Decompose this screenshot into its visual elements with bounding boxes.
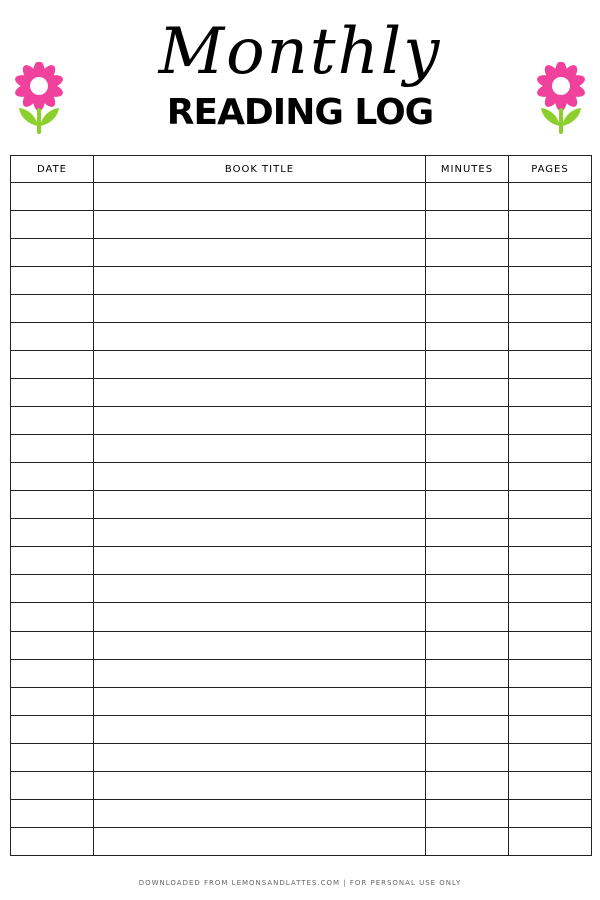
minutes-cell[interactable]	[426, 351, 509, 379]
pages-cell[interactable]	[509, 799, 592, 827]
minutes-cell[interactable]	[426, 771, 509, 799]
table-row	[11, 435, 592, 463]
pages-cell[interactable]	[509, 519, 592, 547]
minutes-cell[interactable]	[426, 211, 509, 239]
title-script: Monthly	[158, 15, 442, 89]
table-row	[11, 379, 592, 407]
date-cell[interactable]	[11, 351, 94, 379]
book-title-cell[interactable]	[94, 799, 426, 827]
pages-cell[interactable]	[509, 603, 592, 631]
book-title-cell[interactable]	[94, 547, 426, 575]
pages-cell[interactable]	[509, 211, 592, 239]
minutes-cell[interactable]	[426, 603, 509, 631]
book-title-cell[interactable]	[94, 323, 426, 351]
date-cell[interactable]	[11, 575, 94, 603]
column-header-pages: PAGES	[509, 156, 592, 183]
pages-cell[interactable]	[509, 435, 592, 463]
minutes-cell[interactable]	[426, 379, 509, 407]
date-cell[interactable]	[11, 771, 94, 799]
reading-log-table	[10, 155, 592, 856]
footer-note: DOWNLOADED FROM LEMONSANDLATTES.COM | FOR PERSONAL USE ONLY	[138, 879, 462, 887]
minutes-cell[interactable]	[426, 799, 509, 827]
column-header-date: DATE	[11, 156, 94, 183]
minutes-cell[interactable]	[426, 267, 509, 295]
minutes-cell[interactable]	[426, 323, 509, 351]
minutes-cell[interactable]	[426, 463, 509, 491]
table-row	[11, 743, 592, 771]
minutes-cell[interactable]	[426, 491, 509, 519]
book-title-cell[interactable]	[94, 743, 426, 771]
pages-cell[interactable]	[509, 183, 592, 211]
date-cell[interactable]	[11, 603, 94, 631]
minutes-cell[interactable]	[426, 519, 509, 547]
page-header	[0, 0, 600, 150]
table-row	[11, 239, 592, 267]
book-title-cell[interactable]	[94, 379, 426, 407]
pages-cell[interactable]	[509, 323, 592, 351]
minutes-cell[interactable]	[426, 239, 509, 267]
table-row	[11, 687, 592, 715]
table-row	[11, 351, 592, 379]
table-row	[11, 267, 592, 295]
column-header-minutes: MINUTES	[426, 156, 509, 183]
pages-cell[interactable]	[509, 827, 592, 855]
pages-cell[interactable]	[509, 463, 592, 491]
flower-icon	[535, 62, 587, 136]
pages-cell[interactable]	[509, 239, 592, 267]
date-cell[interactable]	[11, 267, 94, 295]
table-row	[11, 463, 592, 491]
minutes-cell[interactable]	[426, 715, 509, 743]
table-row	[11, 827, 592, 855]
minutes-cell[interactable]	[426, 295, 509, 323]
book-title-cell[interactable]	[94, 295, 426, 323]
minutes-cell[interactable]	[426, 575, 509, 603]
date-cell[interactable]	[11, 491, 94, 519]
date-cell[interactable]	[11, 435, 94, 463]
pages-cell[interactable]	[509, 771, 592, 799]
book-title-cell[interactable]	[94, 659, 426, 687]
book-title-cell[interactable]	[94, 603, 426, 631]
pages-cell[interactable]	[509, 295, 592, 323]
pages-cell[interactable]	[509, 575, 592, 603]
book-title-cell[interactable]	[94, 351, 426, 379]
book-title-cell[interactable]	[94, 519, 426, 547]
minutes-cell[interactable]	[426, 547, 509, 575]
minutes-cell[interactable]	[426, 435, 509, 463]
table-row	[11, 715, 592, 743]
date-cell[interactable]	[11, 323, 94, 351]
book-title-cell[interactable]	[94, 211, 426, 239]
pages-cell[interactable]	[509, 659, 592, 687]
book-title-cell[interactable]	[94, 771, 426, 799]
date-cell[interactable]	[11, 519, 94, 547]
date-cell[interactable]	[11, 239, 94, 267]
date-cell[interactable]	[11, 799, 94, 827]
book-title-cell[interactable]	[94, 435, 426, 463]
column-header-book-title: BOOK TITLE	[94, 156, 426, 183]
date-cell[interactable]	[11, 407, 94, 435]
table-row	[11, 771, 592, 799]
pages-cell[interactable]	[509, 547, 592, 575]
minutes-cell[interactable]	[426, 687, 509, 715]
table-header-row	[11, 156, 592, 183]
date-cell[interactable]	[11, 295, 94, 323]
date-cell[interactable]	[11, 547, 94, 575]
pages-cell[interactable]	[509, 379, 592, 407]
table-row	[11, 659, 592, 687]
date-cell[interactable]	[11, 743, 94, 771]
book-title-cell[interactable]	[94, 575, 426, 603]
table-row	[11, 323, 592, 351]
title-bold: READING LOG	[166, 92, 434, 133]
table-row	[11, 211, 592, 239]
book-title-cell[interactable]	[94, 491, 426, 519]
date-cell[interactable]	[11, 827, 94, 855]
table-body	[11, 183, 592, 856]
table-row	[11, 183, 592, 211]
date-cell[interactable]	[11, 463, 94, 491]
book-title-cell[interactable]	[94, 267, 426, 295]
book-title-cell[interactable]	[94, 715, 426, 743]
book-title-cell[interactable]	[94, 183, 426, 211]
book-title-cell[interactable]	[94, 687, 426, 715]
table-row	[11, 295, 592, 323]
table-row	[11, 407, 592, 435]
minutes-cell[interactable]	[426, 659, 509, 687]
table-row	[11, 799, 592, 827]
date-cell[interactable]	[11, 183, 94, 211]
pages-cell[interactable]	[509, 407, 592, 435]
minutes-cell[interactable]	[426, 827, 509, 855]
table-row	[11, 491, 592, 519]
minutes-cell[interactable]	[426, 407, 509, 435]
book-title-cell[interactable]	[94, 463, 426, 491]
pages-cell[interactable]	[509, 687, 592, 715]
date-cell[interactable]	[11, 715, 94, 743]
pages-cell[interactable]	[509, 351, 592, 379]
minutes-cell[interactable]	[426, 183, 509, 211]
book-title-cell[interactable]	[94, 631, 426, 659]
book-title-cell[interactable]	[94, 827, 426, 855]
book-title-cell[interactable]	[94, 407, 426, 435]
pages-cell[interactable]	[509, 491, 592, 519]
minutes-cell[interactable]	[426, 743, 509, 771]
book-title-cell[interactable]	[94, 239, 426, 267]
pages-cell[interactable]	[509, 715, 592, 743]
minutes-cell[interactable]	[426, 631, 509, 659]
date-cell[interactable]	[11, 687, 94, 715]
date-cell[interactable]	[11, 379, 94, 407]
table-row	[11, 603, 592, 631]
table-row	[11, 519, 592, 547]
pages-cell[interactable]	[509, 631, 592, 659]
date-cell[interactable]	[11, 659, 94, 687]
date-cell[interactable]	[11, 211, 94, 239]
table-row	[11, 631, 592, 659]
table-row	[11, 547, 592, 575]
pages-cell[interactable]	[509, 743, 592, 771]
date-cell[interactable]	[11, 631, 94, 659]
table-row	[11, 575, 592, 603]
pages-cell[interactable]	[509, 267, 592, 295]
